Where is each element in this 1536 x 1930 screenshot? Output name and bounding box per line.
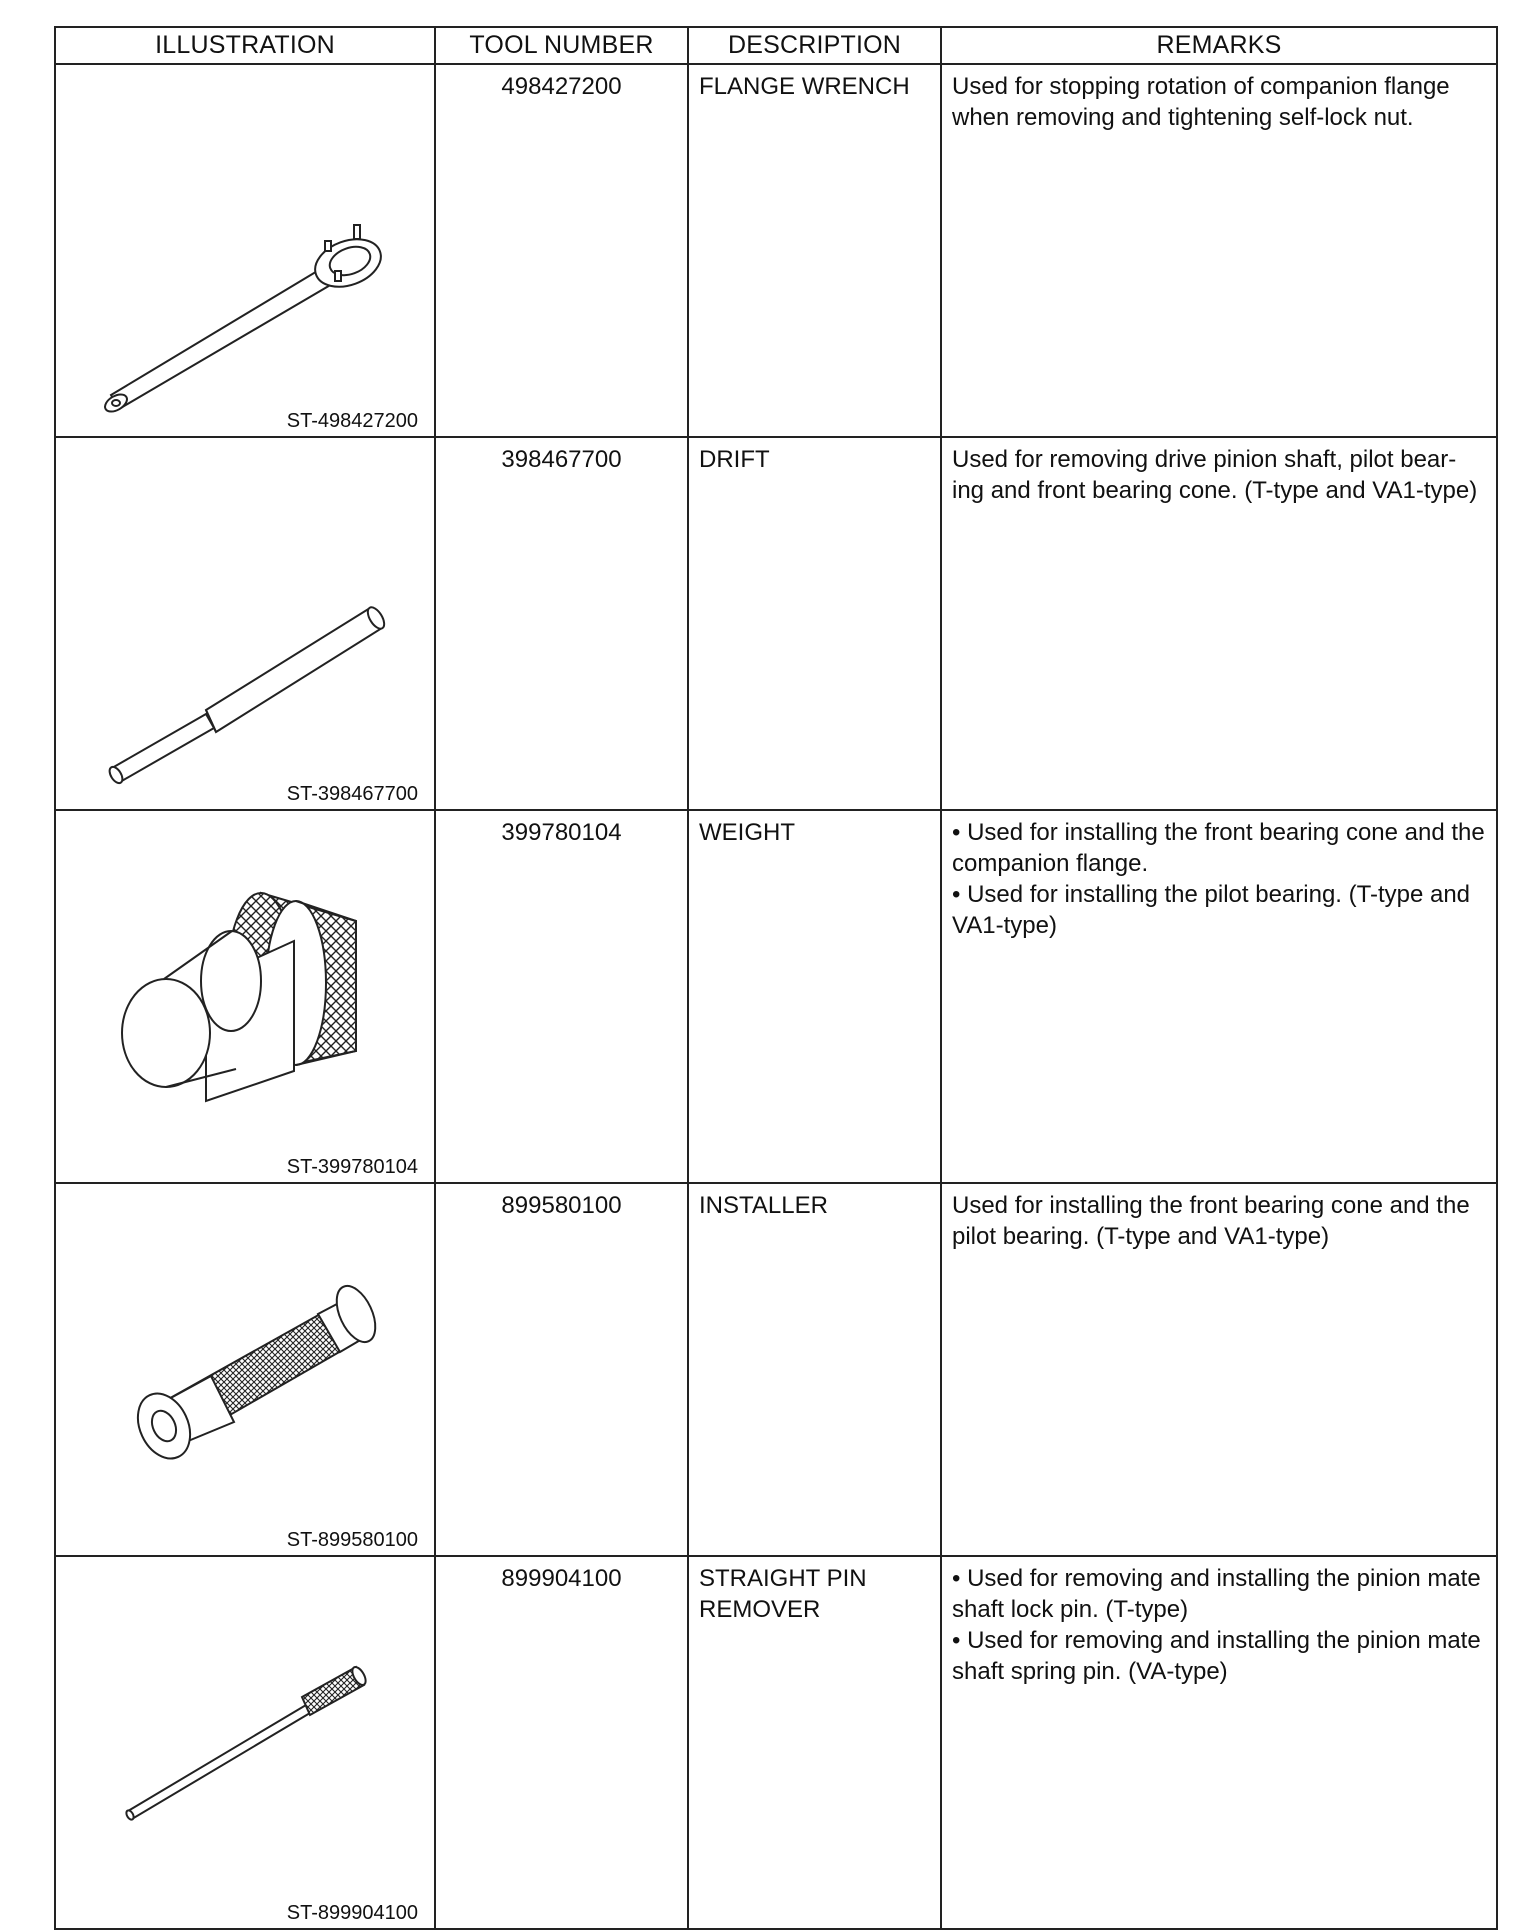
tool-description: INSTALLER: [688, 1183, 941, 1556]
header-row: [55, 27, 1497, 64]
table-row: [55, 437, 1497, 810]
tool-remarks: [941, 810, 1497, 1183]
illustration-cell: [55, 1183, 435, 1556]
weight-illustration: [56, 811, 434, 1176]
tool-remarks: [941, 64, 1497, 437]
tool-remarks: [941, 1556, 1497, 1929]
straight-pin-remover-illustration: [56, 1557, 434, 1922]
table-row: [55, 1183, 1497, 1556]
tool-description: FLANGE WRENCH: [688, 64, 941, 437]
tool-description: STRAIGHT PIN REMOVER: [688, 1556, 941, 1929]
tool-number: 498427200: [435, 64, 688, 437]
tool-number: 399780104: [435, 810, 688, 1183]
remark-line: • Used for installing the front bearing cone and the companion flange.: [952, 819, 1485, 877]
tool-description: DRIFT: [688, 437, 941, 810]
tool-number: 899904100: [435, 1556, 688, 1929]
illustration-cell: [55, 437, 435, 810]
illustration-code: ST-398467700: [286, 783, 418, 805]
header-remarks: REMARKS: [941, 27, 1497, 64]
special-tools-table: [54, 26, 1498, 1930]
remark-line: Used for installing the front bearing cone and the pilot bearing. (T-type and VA1-type): [952, 1192, 1470, 1250]
installer-illustration: [56, 1184, 434, 1549]
illustration-cell: [55, 1556, 435, 1929]
header-illustration: ILLUSTRATION: [55, 27, 435, 64]
remark-line: • Used for removing and installing the pinion mate shaft lock pin. (T-type): [952, 1565, 1481, 1623]
illustration-code: ST-498427200: [286, 410, 418, 432]
tool-number: 398467700: [435, 437, 688, 810]
flange-wrench-illustration: [56, 65, 434, 430]
remark-line: Used for stopping rotation of companion flange when removing and tightening self-lock nut.: [952, 73, 1450, 131]
tool-remarks: [941, 1183, 1497, 1556]
illustration-code: ST-899904100: [286, 1902, 418, 1924]
drift-illustration: [56, 438, 434, 803]
header-description: DESCRIPTION: [688, 27, 941, 64]
illustration-code: ST-399780104: [286, 1156, 418, 1178]
illustration-cell: [55, 810, 435, 1183]
tool-number: 899580100: [435, 1183, 688, 1556]
table-row: [55, 64, 1497, 437]
illustration-cell: [55, 64, 435, 437]
table-row: [55, 810, 1497, 1183]
illustration-code: ST-899580100: [286, 1529, 418, 1551]
remark-line: • Used for installing the pilot bearing. (T-type and VA1-type): [952, 881, 1471, 939]
tool-remarks: [941, 437, 1497, 810]
header-tool-number: TOOL NUMBER: [435, 27, 688, 64]
remark-line: Used for removing drive pinion shaft, pilot bear-ing and front bearing cone. (T-type and VA1-type): [952, 446, 1478, 504]
table-row: [55, 1556, 1497, 1929]
tool-description: WEIGHT: [688, 810, 941, 1183]
remark-line: • Used for removing and installing the pinion mate shaft spring pin. (VA-type): [952, 1627, 1481, 1685]
